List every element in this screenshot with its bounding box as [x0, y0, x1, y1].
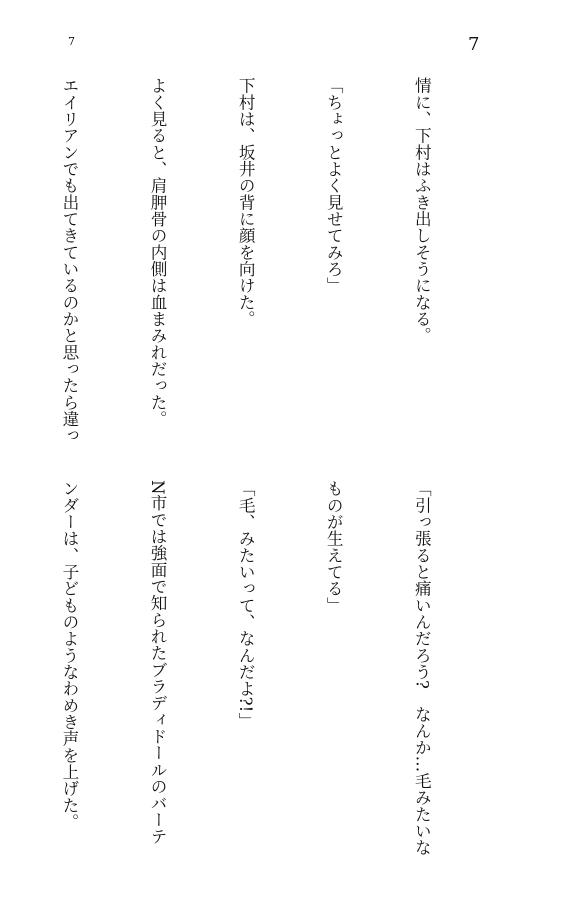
text-line: ものが生えてる」 — [324, 480, 344, 614]
text-line: 「引っ張ると痛いんだろう? なんか…毛みたいな — [412, 480, 432, 856]
text-line: 「ちょっとよく見せてみろ」 — [324, 77, 344, 294]
text-line: 情に、下村はふき出しそうになる。 — [412, 77, 432, 344]
text-line: 下村は、坂井の背に顔を向けた。 — [236, 77, 256, 328]
page-number-large: 7 — [468, 34, 480, 55]
upper-text-block — [0, 77, 495, 457]
text-line: よく見ると、肩胛骨の内側は血まみれだった。 — [148, 77, 168, 428]
text-line: N市では強面で知られたブラディドールのバーテ — [148, 480, 168, 845]
lower-text-block — [0, 480, 495, 856]
text-line: エイリアンでも出てきているのかと思ったら違っ — [59, 77, 79, 444]
text-line: 「毛、みたいって、なんだよ?!」 — [236, 480, 256, 730]
page-number-small: 7 — [68, 35, 75, 48]
text-line: ンダーは、子どものようなわめき声を上げた。 — [59, 480, 79, 831]
